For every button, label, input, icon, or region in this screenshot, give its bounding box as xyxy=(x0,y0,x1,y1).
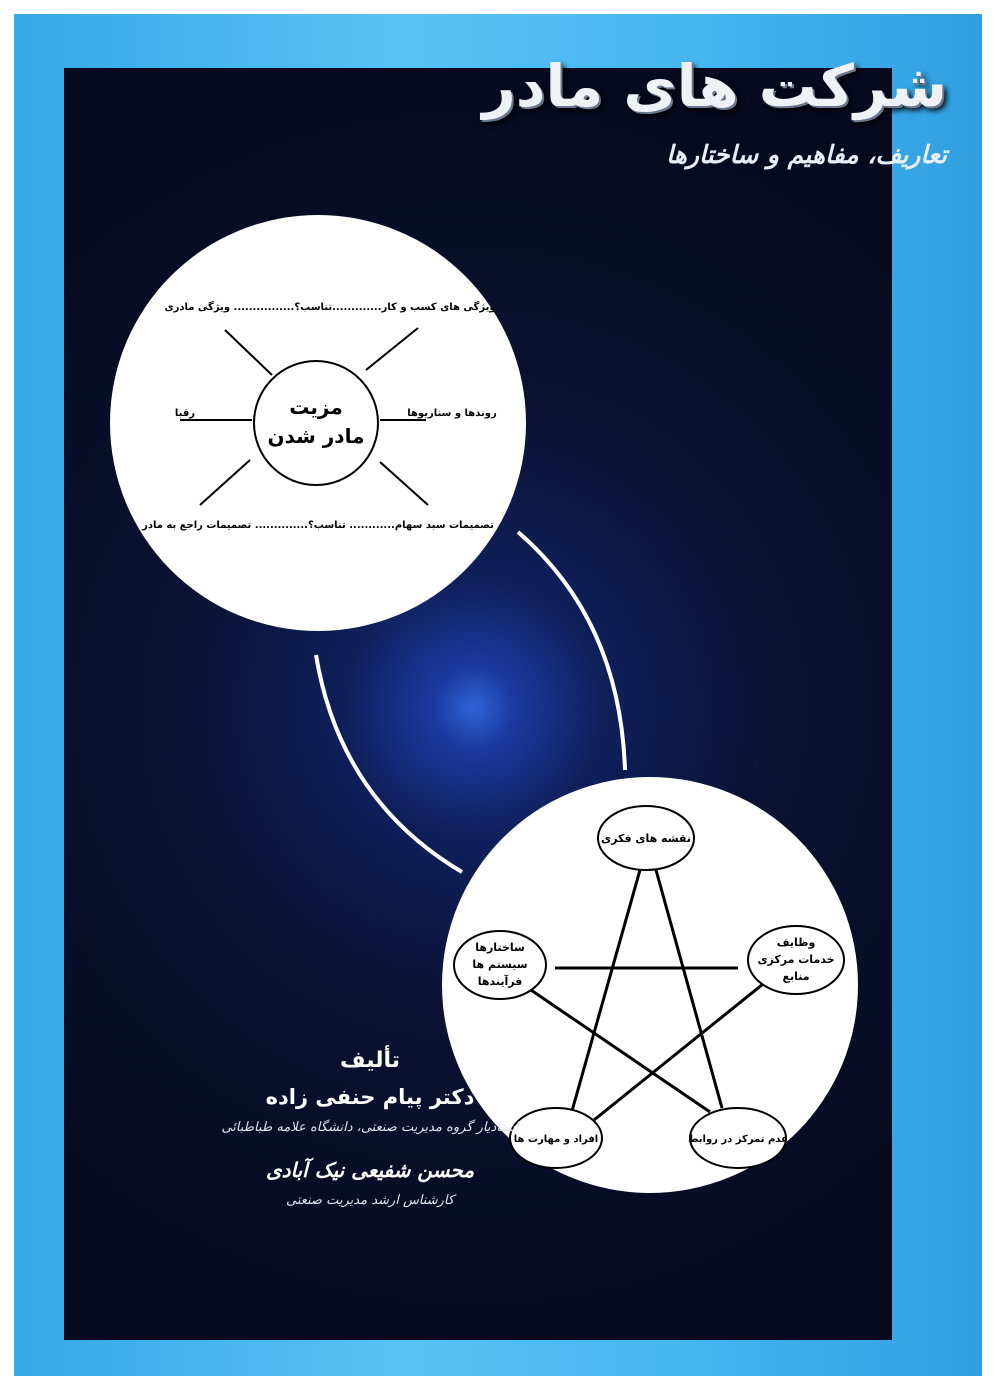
node-decentralization-label: عدم تمرکز در روابط xyxy=(688,1134,788,1145)
author-2-name: محسن شفیعی نیک آبادی xyxy=(265,1158,475,1182)
connector-arc-left xyxy=(316,655,462,872)
author-1-role: استادیار گروه مدیریت صنعتی، دانشگاه علامه طباطبائی xyxy=(221,1120,519,1135)
node-functions-label-1: وظایف xyxy=(776,936,816,949)
node-functions-label-3: منابع xyxy=(782,970,810,983)
node-mindsets-label: نقشه های فکری xyxy=(601,832,691,845)
connector-arc-right xyxy=(518,532,625,770)
author-2-role: کارشناس ارشد مدیریت صنعتی xyxy=(285,1193,455,1208)
node-structures-label-3: فرآیندها xyxy=(477,975,523,988)
node-people-skills-label: افراد و مهارت ها xyxy=(513,1134,599,1145)
authorship-label: تألیف xyxy=(340,1048,400,1073)
book-subtitle: تعاریف، مفاهیم و ساختارها xyxy=(666,140,947,169)
advantage-diagram xyxy=(110,215,526,631)
center-label-line2: مادر شدن xyxy=(267,424,365,448)
competitors-label: رقبا xyxy=(174,408,196,419)
trends-label: روندها و سناریوها xyxy=(407,408,497,419)
node-functions-label-2: خدمات مرکزی xyxy=(757,953,835,966)
node-structures-label-2: سیستم ها xyxy=(472,958,528,971)
author-1-name: دکتر پیام حنفی زاده xyxy=(265,1085,475,1109)
center-label-line1: مزیت xyxy=(289,395,343,419)
node-structures-label-1: ساختارها xyxy=(475,941,525,954)
center-circle xyxy=(254,361,378,485)
bottom-label: تصمیمات سبد سهام............ تناسب؟.............. تصمیمات راجع به مادر xyxy=(142,520,494,531)
book-title: شرکت های مادر xyxy=(482,52,947,120)
top-label: ویژگی های کسب و کار.............تناسب؟................ ویژگی مادری xyxy=(164,302,496,313)
